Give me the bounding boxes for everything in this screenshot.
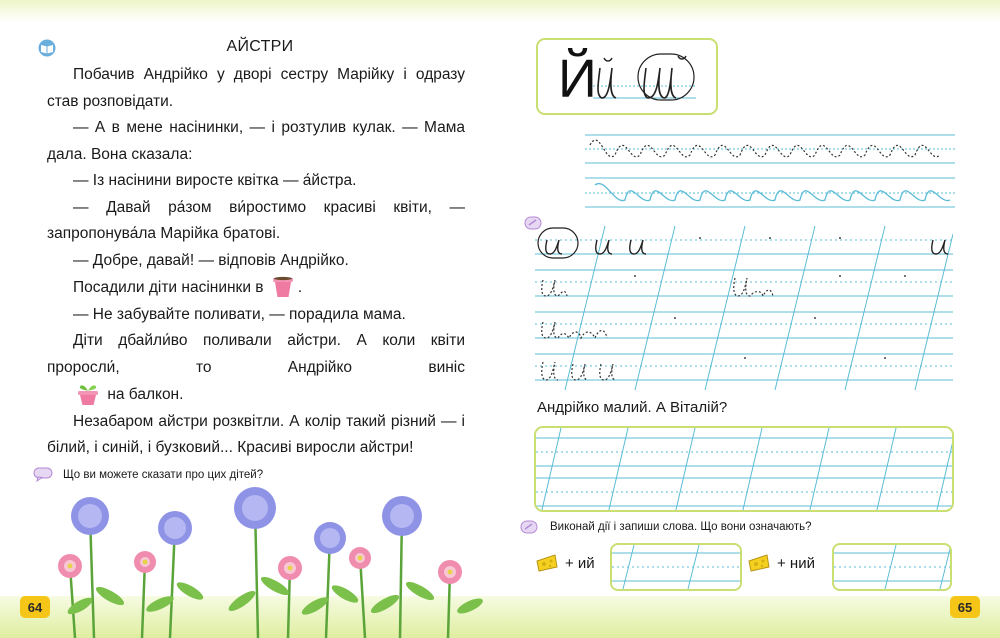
cursive-practice-grid — [535, 218, 953, 390]
aster-flowers-illustration — [30, 486, 500, 638]
printed-letter: Й — [558, 49, 597, 109]
story-paragraph: Побачив Андрійко у дворі сестру Марійку і одразу став розповідати. — [47, 66, 465, 110]
answer-box-1[interactable] — [610, 543, 742, 591]
writing-area-lines — [536, 428, 954, 512]
story-paragraph-planted — [47, 274, 465, 302]
cheese-icon — [747, 553, 771, 573]
answer-box-lines — [612, 545, 742, 591]
story-paragraph: — Добре, давай! — відповів Андрійко. — [73, 251, 349, 269]
letter-card — [536, 38, 718, 115]
story-paragraph-balcony — [47, 381, 465, 409]
planted-text: Посадили діти насінинки в — [73, 279, 264, 296]
task-instruction — [520, 520, 812, 534]
page-number-right: 65 — [950, 596, 980, 618]
story-paragraph: Незабаром айстри розквітли. А колір такий різний — і білий, і синій, і бузковий... Красиві виросли айстри! — [47, 412, 465, 456]
top-decor-band — [0, 0, 1000, 22]
speech-bubble-icon — [33, 467, 53, 482]
story-paragraph: — Не забувайте поливати, — порадила мама. — [73, 305, 406, 323]
suffix-label: + ний — [777, 554, 815, 572]
cheese-icon — [535, 553, 559, 573]
pattern-tracing-lines — [585, 125, 955, 215]
suffix-label: + ий — [565, 554, 595, 572]
story-paragraph: — А в мене насінинки, — і розтулив кулак. — Мама дала. Вона сказала: — [47, 119, 465, 163]
word-combo-1 — [535, 553, 595, 573]
story-paragraph: — Давай ра́зом ви́ростимо красиві квіти, — запропонува́ла Марійка братові. — [47, 198, 465, 242]
writing-prompt-sentence: Андрійко малий. А Віталій? — [537, 399, 728, 416]
planted-end: . — [297, 279, 303, 296]
answer-box-2[interactable] — [832, 543, 952, 591]
story-text — [47, 62, 465, 462]
writing-hand-icon — [520, 520, 538, 534]
book-icon — [37, 39, 57, 57]
balcony-text: на балкон. — [107, 386, 184, 403]
cursive-letter-samples — [538, 40, 720, 117]
story-paragraph: — Із насінини виросте квітка — а́йстра. — [73, 172, 357, 189]
page-number-left: 64 — [20, 596, 50, 618]
task-text: Виконай дії і запиши слова. Що вони означають? — [550, 521, 812, 533]
discussion-question — [33, 467, 263, 482]
answer-box-lines — [834, 545, 952, 591]
question-text: Що ви можете сказати про цих дітей? — [63, 468, 264, 481]
story-title: АЙСТРИ — [226, 38, 294, 55]
flower-pot-icon — [270, 274, 296, 298]
word-combo-2 — [747, 553, 815, 573]
sprout-pot-icon — [75, 381, 101, 405]
story-paragraph: Діти дбайли́во поливали айстри. А коли квіти проросли́, то Андрійко виніс — [47, 332, 465, 376]
writing-area[interactable] — [534, 426, 954, 512]
